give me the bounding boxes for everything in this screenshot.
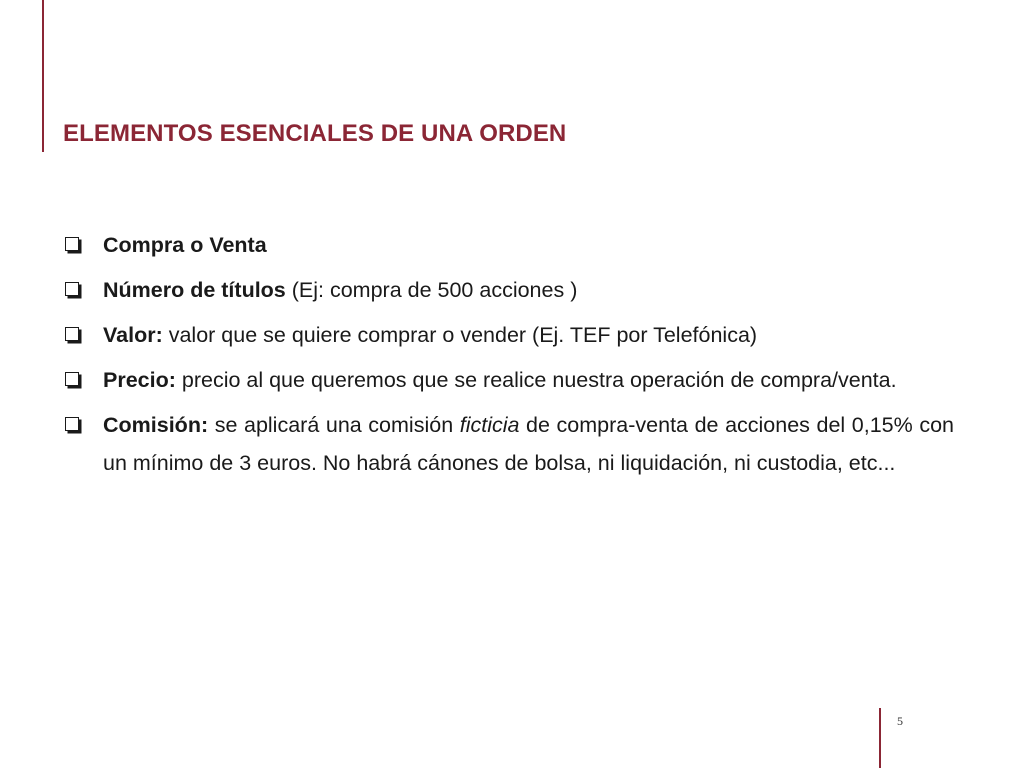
bullet-text: precio al que queremos que se realice nuestra operación de compra/venta. [175, 368, 897, 392]
bullet-item-comision [62, 406, 954, 482]
bullet-item-numero-titulos [62, 271, 954, 309]
bullet-text: valor que se quiere comprar o vender (Ej. TEF por Telefónica) [162, 323, 758, 347]
bullet-text-continued: de compra-venta de acciones del 0,15% con un mínimo de 3 euros. No habrá cánones de bolsa, ni liquidación, ni custodia, etc... [103, 413, 954, 475]
bullet-bold-label: Número de títulos [103, 278, 286, 302]
bullet-item-valor [62, 316, 954, 354]
checkbox-bullet-icon [65, 237, 79, 251]
bullet-bold-label: Precio: [103, 368, 176, 392]
bullet-list [62, 226, 954, 489]
footer-accent-rule [879, 708, 881, 768]
checkbox-bullet-icon [65, 417, 79, 431]
page-number: 5 [897, 714, 903, 728]
checkbox-bullet-icon [65, 327, 79, 341]
checkbox-bullet-icon [65, 372, 79, 386]
bullet-bold-label: Valor: [103, 323, 163, 347]
bullet-bold-label: Compra o Venta [103, 233, 267, 257]
bullet-italic-text: ficticia [459, 413, 520, 437]
bullet-item-precio [62, 361, 954, 399]
top-accent-rule [42, 0, 44, 152]
checkbox-bullet-icon [65, 282, 79, 296]
bullet-bold-label: Comisión: [103, 413, 209, 437]
bullet-text: se aplicará una comisión [208, 413, 460, 437]
slide-title: ELEMENTOS ESENCIALES DE UNA ORDEN [63, 120, 567, 147]
bullet-text: (Ej: compra de 500 acciones ) [285, 278, 578, 302]
bullet-item-compra-venta [62, 226, 954, 264]
